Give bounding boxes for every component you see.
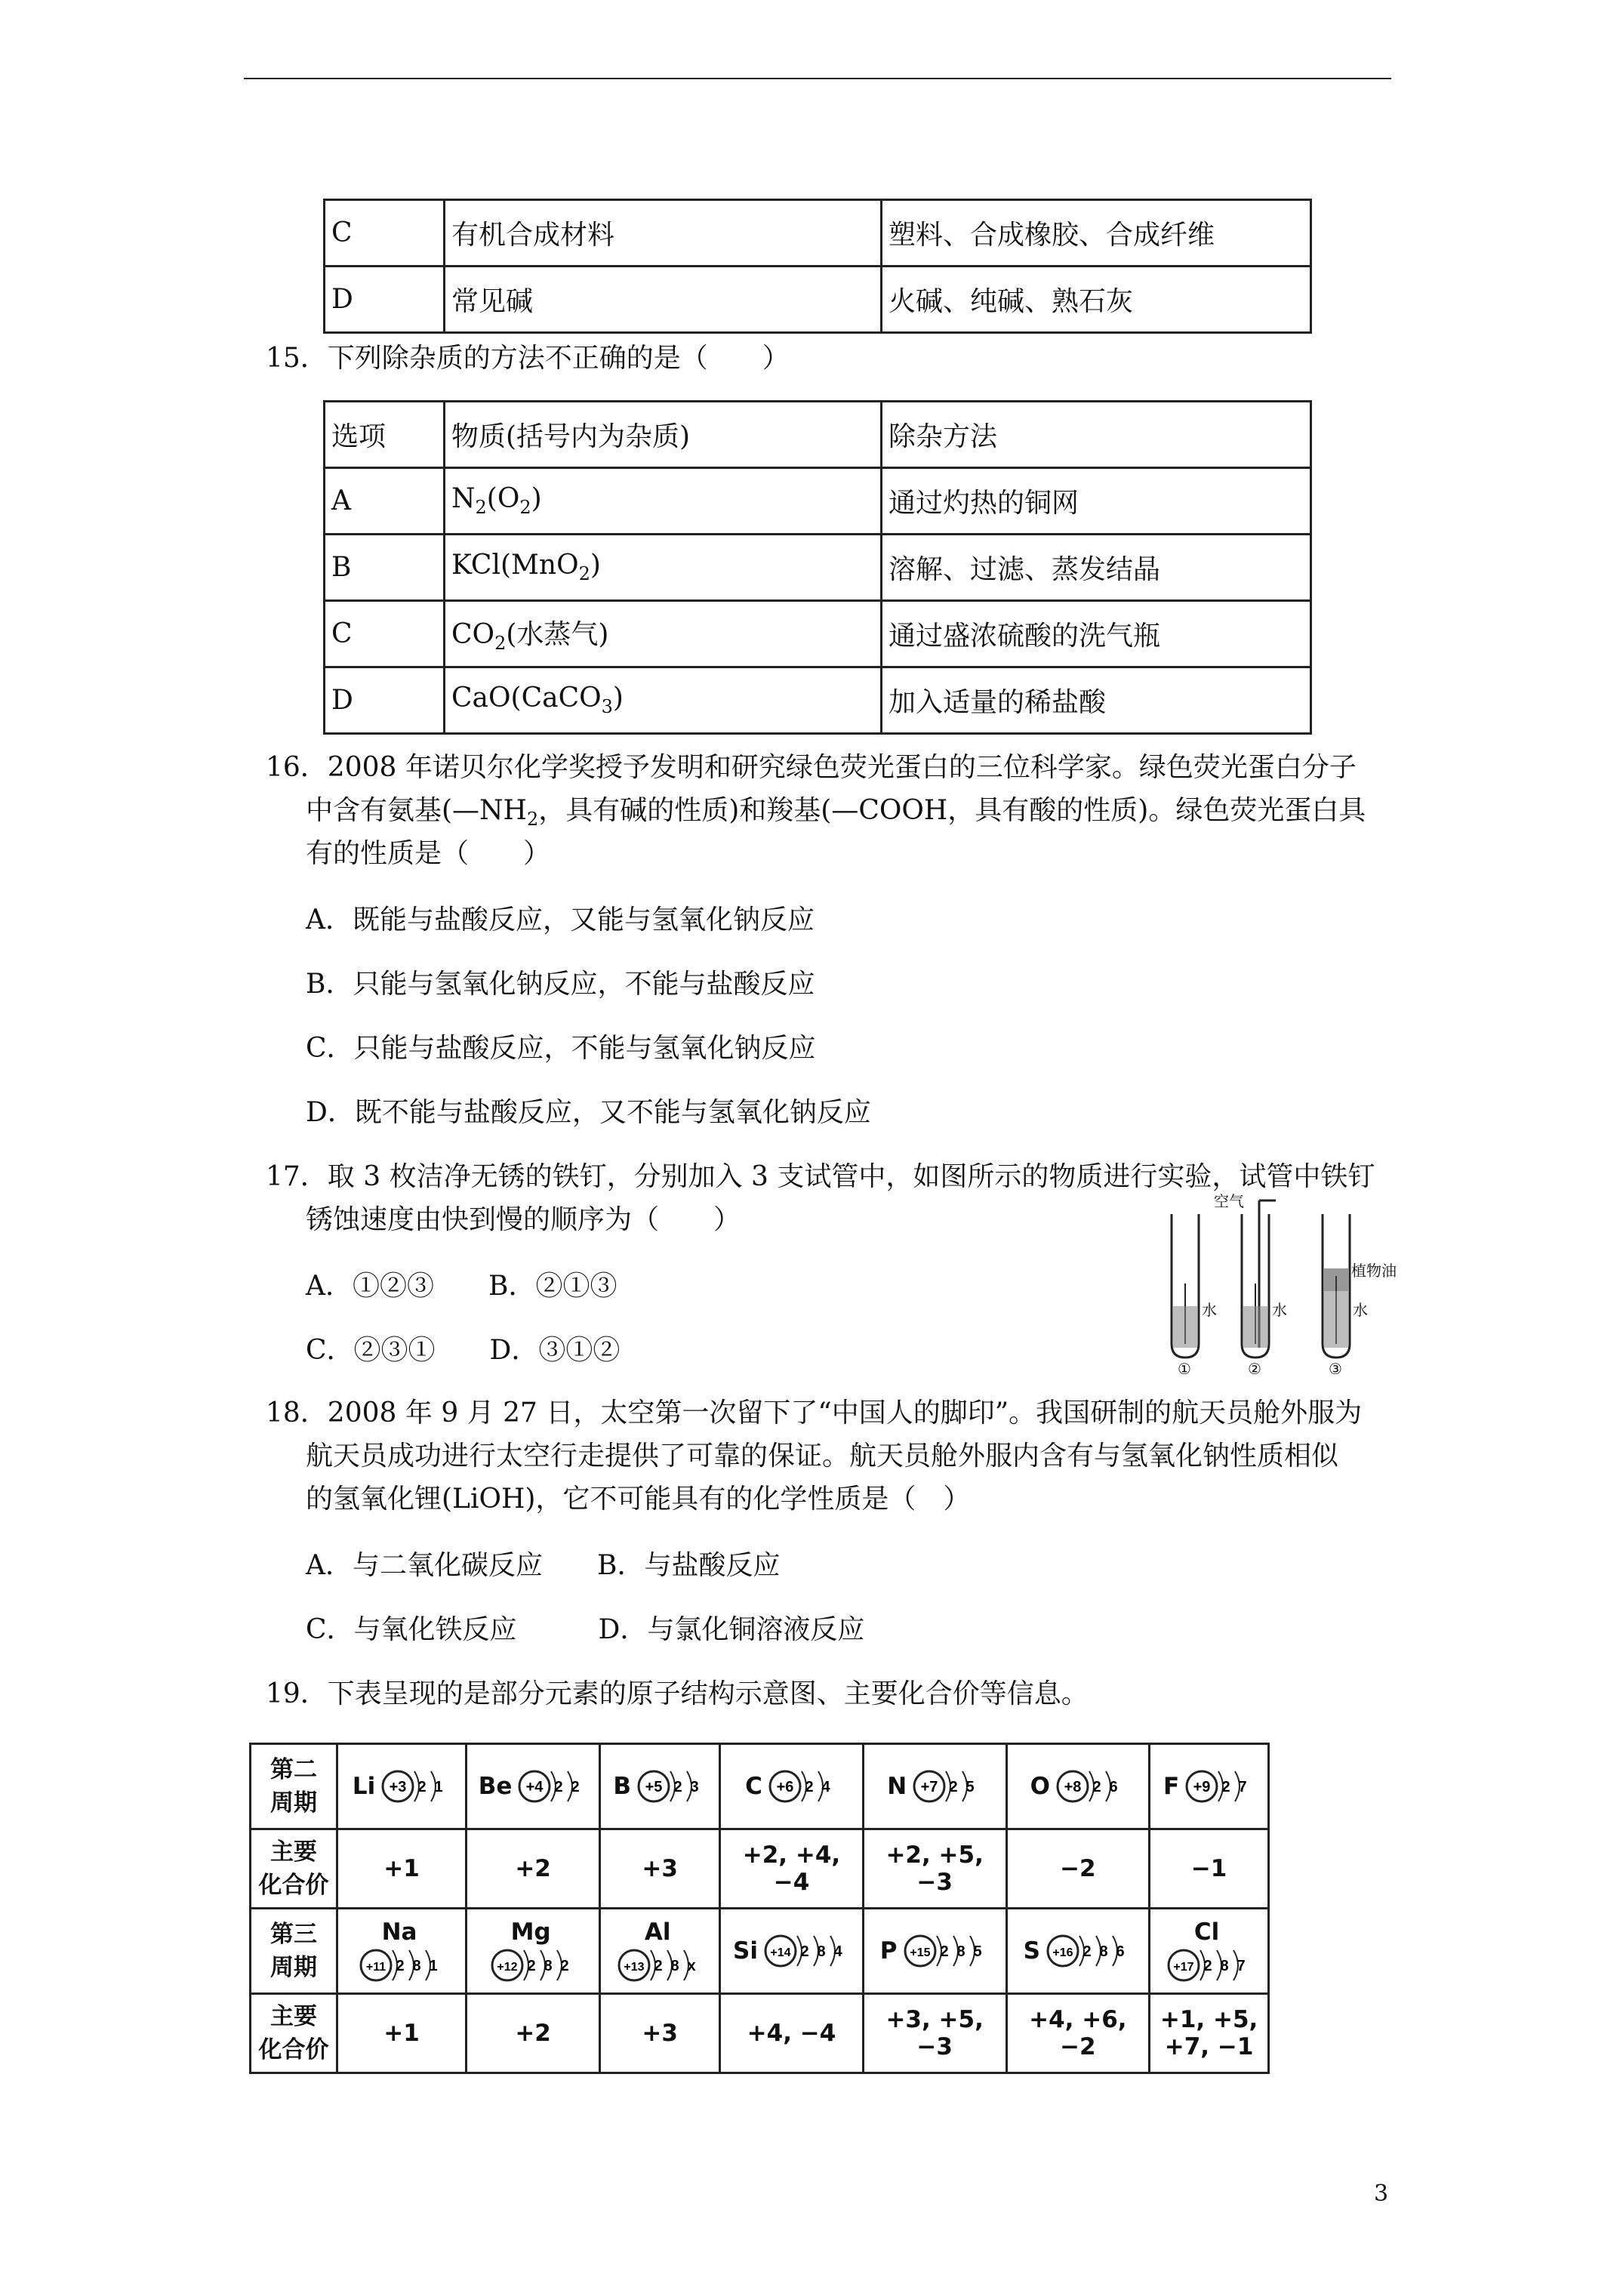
atom-diagram [636,1767,707,1806]
element-table [249,1743,1270,2074]
atom-diagram [902,1931,990,1971]
electron-count: 1 [434,1779,443,1795]
nuclear-charge: +7 [920,1779,938,1795]
element-cell [337,1909,467,1994]
valence-cell: +3 [600,1829,720,1909]
element-symbol: Al [644,1918,671,1946]
electron-count: 2 [939,1943,949,1960]
q16-option-b: B．只能与氢氧化钠反应，不能与盐酸反应 [306,969,815,1000]
water-label-2: 水 [1272,1302,1287,1319]
method-cell: 溶解、过滤、蒸发结晶 [882,535,1311,601]
tube-number-2: ② [1248,1361,1261,1374]
electron-count: 8 [1220,1957,1229,1974]
tube-number-3: ③ [1329,1361,1342,1374]
nuclear-charge: +14 [770,1946,791,1959]
element-symbol: Mg [510,1918,551,1946]
electron-count: 3 [690,1779,699,1795]
nuclear-charge: +8 [1064,1779,1082,1795]
water-label-3: 水 [1353,1302,1368,1319]
table-row [325,468,1311,535]
nuclear-charge: +15 [909,1946,931,1959]
element-symbol: Si [733,1937,758,1965]
electron-count: 2 [571,1779,580,1795]
method-cell: 通过灼热的铜网 [882,468,1311,535]
element-cell [467,1909,600,1994]
valence-cell: +2 [467,1829,600,1909]
table-row [325,667,1311,734]
q18-options-row: A．与二氧化碳反应 B．与盐酸反应 [306,1550,781,1581]
electron-count: 2 [396,1957,405,1974]
nuclear-charge: +4 [526,1779,544,1795]
q18-line: 的氢氧化锂(LiOH)，它不可能具有的化学性质是（ ） [306,1484,971,1515]
q16-line: 有的性质是（ ） [306,838,551,869]
element-cell [600,1909,720,1994]
q15-stem: 15．下列除杂质的方法不正确的是（ ） [266,343,790,374]
element-symbol: Li [352,1773,376,1800]
period2-valence-row [251,1829,1269,1909]
substance-cell: CaO(CaCO$_3$) [445,667,882,734]
element-symbol: P [879,1937,898,1965]
atom-diagram [767,1767,838,1806]
atom-diagram [1055,1767,1126,1806]
element-cell [467,1744,600,1829]
electron-count: 7 [1238,1779,1247,1795]
test-tube-figure [1155,1193,1397,1374]
oil-layer [1324,1268,1348,1291]
element-cell [1006,1744,1150,1829]
q17-options-row: A．①②③ B．②①③ [306,1271,617,1302]
electron-count: 2 [1083,1943,1092,1960]
valence-cell: −2 [1006,1829,1150,1909]
q18-line: 航天员成功进行太空行走提供了可靠的保证。航天员舱外服内含有与氢氧化钠性质相似 [306,1441,1339,1472]
electron-count: 4 [821,1779,830,1795]
option-cell: D [325,667,445,734]
element-cell [863,1909,1006,1994]
atom-diagram [358,1946,445,1985]
element-cell [1006,1909,1150,1994]
method-cell: 通过盛浓硫酸的洗气瓶 [882,601,1311,667]
substance-cell: $CO_2$(水蒸气) [445,601,882,667]
valence-cell: +3, +5, −3 [863,1994,1006,2073]
q18-options-row: C．与氧化铁反应 D．与氯化铜溶液反应 [306,1614,865,1645]
element-symbol: Be [478,1773,513,1800]
q17-line: 锈蚀速度由快到慢的顺序为（ ） [306,1204,741,1235]
valence-cell: +2, +5, −3 [863,1829,1006,1909]
q16-option-c: C．只能与盐酸反应，不能与氢氧化钠反应 [306,1033,816,1064]
q17-options-row: C．②③① D．③①② [306,1335,621,1366]
nuclear-charge: +17 [1173,1960,1194,1974]
header-cell: 除杂方法 [882,402,1311,468]
valence-cell: +4, +6, −2 [1006,1994,1150,2073]
element-symbol: O [1030,1773,1051,1800]
substance-cell: KCl(MnO$_2$) [445,535,882,601]
atom-diagram [380,1767,451,1806]
method-cell: 加入适量的稀盐酸 [882,667,1311,734]
electron-count: 2 [1203,1957,1212,1974]
table-cell: D [325,267,445,333]
electron-count: 8 [817,1943,826,1960]
element-symbol: B [613,1773,631,1800]
table-cell: 火碱、纯碱、熟石灰 [882,267,1311,333]
element-symbol: S [1023,1937,1040,1965]
electron-count: 2 [949,1779,958,1795]
q16-option-d: D．既不能与盐酸反应，又不能与氢氧化钠反应 [306,1097,871,1128]
q16-line: 16．2008 年诺贝尔化学奖授予发明和研究绿色荧光蛋白的三位科学家。绿色荧光蛋白分子 [266,752,1357,783]
nuclear-charge: +12 [497,1960,518,1974]
header-cell: 选项 [325,402,445,468]
electron-count: 6 [1116,1943,1125,1960]
element-cell [720,1909,864,1994]
page-number: 3 [1374,2180,1389,2207]
q15-table [323,400,1312,735]
nuclear-charge: +11 [365,1960,387,1974]
nuclear-charge: +13 [624,1960,645,1974]
header-rule [244,78,1391,79]
nuclear-charge: +3 [389,1779,407,1795]
valence-label: 主要 化合价 [251,1829,337,1909]
q19-stem: 19．下表呈现的是部分元素的原子结构示意图、主要化合价等信息。 [266,1678,1089,1709]
atom-diagram [911,1767,982,1806]
element-symbol: N [887,1773,907,1800]
q18-line: 18．2008 年 9 月 27 日，太空第一次留下了“中国人的脚印”。我国研制的航天员舱外服为 [266,1398,1363,1428]
period3-valence-row [251,1994,1269,2073]
electron-count: 8 [956,1943,965,1960]
element-cell [720,1744,864,1829]
element-cell [1150,1744,1269,1829]
table-row [325,535,1311,601]
table-row [325,267,1311,333]
electron-count: 4 [833,1943,842,1960]
nuclear-charge: +9 [1193,1779,1211,1795]
oil-label: 植物油 [1351,1263,1397,1280]
q16-option-a: A．既能与盐酸反应，又能与氢氧化钠反应 [306,905,815,935]
q16-line: 中含有氨基($—NH_2$，具有碱的性质)和羧基(—COOH，具有酸的性质)。绿色荧光蛋白具 [306,795,1366,831]
electron-count: 2 [673,1779,682,1795]
element-cell [1150,1909,1269,1994]
valence-cell: +1, +5, +7, −1 [1150,1994,1269,2073]
air-label: 空气 [1214,1194,1244,1210]
nuclear-charge: +5 [645,1779,663,1795]
electron-count: 8 [670,1957,679,1974]
element-cell [600,1744,720,1829]
q17-line: 17．取 3 枚洁净无锈的铁钉，分别加入 3 支试管中，如图所示的物质进行实验，试管中铁钉 [266,1161,1375,1192]
table-cell: 塑料、合成橡胶、合成纤维 [882,200,1311,267]
table-header-row [325,402,1311,468]
valence-cell: +4, −4 [720,1994,864,2073]
electron-count: 2 [560,1957,569,1974]
element-symbol: F [1163,1773,1180,1800]
electron-count: 8 [544,1957,553,1974]
electron-count: 1 [429,1957,438,1974]
electron-count: 6 [1109,1779,1118,1795]
atom-diagram [1045,1931,1132,1971]
tube-number-1: ① [1178,1361,1191,1374]
electron-count: 2 [1221,1779,1230,1795]
element-cell [337,1744,467,1829]
electron-count: 8 [1099,1943,1108,1960]
valence-cell: +2, +4, −4 [720,1829,864,1909]
electron-count: 2 [654,1957,663,1974]
atom-diagram [616,1946,704,1985]
atom-diagram [516,1767,587,1806]
period3-label: 第三 周期 [251,1909,337,1994]
option-cell: C [325,601,445,667]
table-cell: C [325,200,445,267]
water-1 [1173,1306,1197,1348]
electron-count: 5 [965,1779,975,1795]
element-symbol: Na [381,1918,417,1946]
period3-row [251,1909,1269,1994]
atom-diagram [1184,1767,1255,1806]
electron-count: 5 [972,1943,982,1960]
table-cell: 常见碱 [445,267,882,333]
atom-diagram [1166,1946,1253,1985]
period2-label: 第二 周期 [251,1744,337,1829]
option-cell: A [325,468,445,535]
water-3 [1324,1291,1348,1348]
q14-table [323,199,1312,334]
electron-count: 2 [417,1779,427,1795]
valence-cell: −1 [1150,1829,1269,1909]
period2-row [251,1744,1269,1829]
header-cell: 物质(括号内为杂质) [445,402,882,468]
valence-cell: +1 [337,1829,467,1909]
water-2 [1243,1306,1267,1348]
valence-cell: +1 [337,1994,467,2073]
element-cell [863,1744,1006,1829]
nuclear-charge: +6 [776,1779,794,1795]
nuclear-charge: +16 [1052,1946,1073,1959]
electron-count: 7 [1236,1957,1246,1974]
substance-cell: $N_2(O_2)$ [445,468,882,535]
table-row [325,200,1311,267]
element-symbol: Cl [1193,1918,1220,1946]
valence-cell: +2 [467,1994,600,2073]
option-cell: B [325,535,445,601]
valence-cell: +3 [600,1994,720,2073]
atom-diagram [762,1931,850,1971]
electron-count: 2 [800,1943,809,1960]
valence-label: 主要 化合价 [251,1994,337,2073]
electron-count: 2 [805,1779,814,1795]
water-label-1: 水 [1202,1302,1217,1319]
table-cell: 有机合成材料 [445,200,882,267]
element-symbol: C [745,1773,762,1800]
atom-diagram [489,1946,577,1985]
table-row [325,601,1311,667]
electron-count: 8 [412,1957,421,1974]
electron-count: x [687,1957,696,1974]
electron-count: 2 [1092,1779,1101,1795]
electron-count: 2 [527,1957,536,1974]
electron-count: 2 [554,1779,563,1795]
